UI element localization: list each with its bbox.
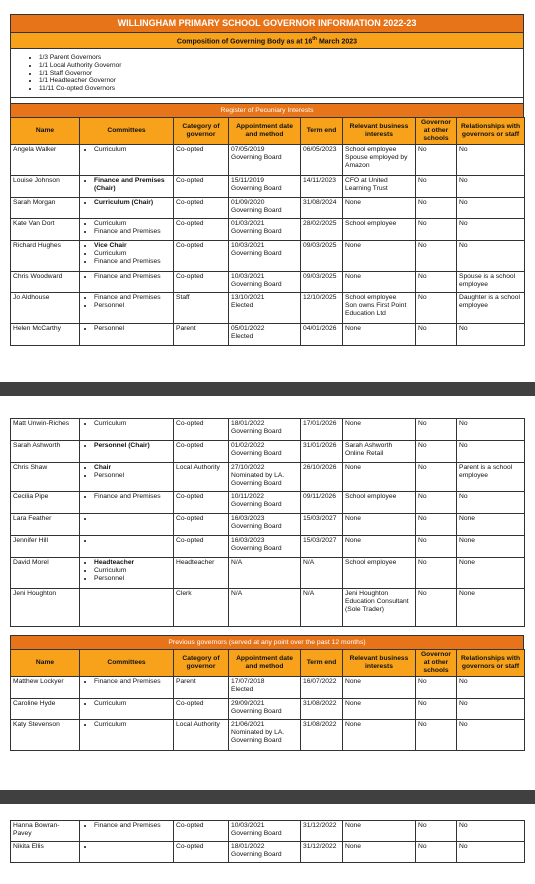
table-row <box>11 463 525 492</box>
header-term-end: Term end <box>301 118 343 145</box>
appointment-cell-line: 01/09/2020 <box>231 199 265 207</box>
other-schools-cell: No <box>416 324 457 346</box>
business-cell-line: School employee <box>345 146 397 154</box>
table-row <box>11 241 525 272</box>
committee-item: • Finance and Premises (Chair) <box>94 177 171 193</box>
category-cell: Headteacher <box>174 558 229 589</box>
governor-name: Helen McCarthy <box>11 324 80 346</box>
category-cell: Staff <box>174 293 229 324</box>
category-cell: Co-opted <box>174 699 229 720</box>
business-cell <box>343 145 416 176</box>
table-row <box>11 842 525 863</box>
table-row <box>11 441 525 463</box>
governor-name: Sarah Morgan <box>11 198 80 219</box>
appointment-cell-line: 18/01/2022 <box>231 420 265 427</box>
relationships-cell: No <box>457 492 525 514</box>
register-table-page2 <box>10 418 525 627</box>
appointment-cell-line: 16/03/2023 <box>231 515 265 522</box>
header-relationships: Relationships with governors or staff <box>457 118 525 145</box>
appointment-cell-line: 10/03/2021 <box>231 822 265 829</box>
other-schools-cell: No <box>416 176 457 198</box>
category-cell: Clerk <box>174 589 229 627</box>
appointment-cell-line: 15/11/2019 <box>231 177 264 185</box>
committees-cell <box>80 272 174 293</box>
appointment-cell-line: 13/10/2021 <box>231 294 265 302</box>
appointment-cell-line: Governing Board <box>231 523 282 530</box>
relationships-cell: No <box>457 198 525 219</box>
committee-item: • Personnel <box>94 325 171 333</box>
appointment-cell-line: 05/01/2022 <box>231 325 265 333</box>
category-cell: Co-opted <box>174 842 229 863</box>
business-cell: None <box>343 324 416 346</box>
appointment-cell-line: Governing Board <box>231 154 282 162</box>
header-name: Name <box>11 118 80 145</box>
composition-heading: Composition of Governing Body as at 16th March 2023 <box>10 33 524 49</box>
table-row <box>11 219 525 241</box>
governor-name: Matt Unwin-Riches <box>11 419 80 441</box>
composition-list <box>10 49 524 98</box>
business-cell-line: Spouse employed by Amazon <box>345 154 408 170</box>
governor-name: Jeni Houghton <box>11 589 80 627</box>
business-cell <box>343 293 416 324</box>
appointment-cell-line: Governing Board <box>231 545 282 552</box>
appointment-cell <box>229 492 301 514</box>
category-cell: Co-opted <box>174 419 229 441</box>
category-cell: Co-opted <box>174 176 229 198</box>
other-schools-cell: No <box>416 441 457 463</box>
business-cell: CFO at United Learning Trust <box>343 176 416 198</box>
business-cell: None <box>343 677 416 699</box>
category-cell: Parent <box>174 324 229 346</box>
committees-cell <box>80 463 174 492</box>
relationships-cell: No <box>457 441 525 463</box>
composition-item: • 11/11 Co-opted Governors <box>39 85 523 93</box>
page-2 <box>10 418 524 751</box>
appointment-cell-line: 10/03/2021 <box>231 242 265 250</box>
previous-heading: Previous governors (served at any point over the past 12 months) <box>10 635 524 649</box>
committees-cell <box>80 677 174 699</box>
appointment-cell-line: Governing Board <box>231 830 282 837</box>
table-row <box>11 514 525 536</box>
other-schools-cell: No <box>416 219 457 241</box>
term-end-cell: 17/01/2026 <box>301 419 343 441</box>
term-end-cell: N/A <box>301 558 343 589</box>
relationships-cell: None <box>457 514 525 536</box>
governor-name: Louise Johnson <box>11 176 80 198</box>
term-end-cell: 16/07/2022 <box>301 677 343 699</box>
business-cell: None <box>343 536 416 558</box>
committees-cell <box>80 558 174 589</box>
appointment-cell-line: Governing Board <box>231 480 282 487</box>
business-cell: None <box>343 241 416 272</box>
header-business: Relevant business interests <box>343 118 416 145</box>
business-cell: None <box>343 842 416 863</box>
appointment-cell <box>229 441 301 463</box>
appointment-cell <box>229 514 301 536</box>
term-end-cell: 31/12/2022 <box>301 842 343 863</box>
category-cell: Co-opted <box>174 514 229 536</box>
governor-name: Kate Van Dort <box>11 219 80 241</box>
header-term-end: Term end <box>301 650 343 677</box>
header-relationships: Relationships with governors or staff <box>457 650 525 677</box>
category-cell: Parent <box>174 677 229 699</box>
committees-cell <box>80 699 174 720</box>
committees-cell <box>80 145 174 176</box>
register-table-page1 <box>10 117 525 346</box>
business-cell: None <box>343 419 416 441</box>
other-schools-cell: No <box>416 145 457 176</box>
appointment-cell-line: Governing Board <box>231 737 282 744</box>
committees-cell <box>80 720 174 751</box>
page-1 <box>10 14 524 346</box>
header-other-schools: Governor at other schools <box>416 118 457 145</box>
committee-item: • Personnel <box>94 472 171 480</box>
other-schools-cell: No <box>416 589 457 627</box>
appointment-cell <box>229 176 301 198</box>
composition-item: • 1/1 Staff Governor <box>39 70 523 78</box>
table-row <box>11 699 525 720</box>
business-cell-line: School employee <box>345 294 397 302</box>
relationships-cell: No <box>457 419 525 441</box>
committee-item: • Finance and Premises <box>94 228 171 236</box>
appointment-cell-line: Nominated by LA. <box>231 729 285 736</box>
appointment-cell-line: Governing Board <box>231 250 282 258</box>
appointment-cell-line: Nominated by LA. <box>231 472 285 479</box>
business-cell: None <box>343 272 416 293</box>
table-row <box>11 419 525 441</box>
business-cell: School employee <box>343 219 416 241</box>
governor-name: David Morel <box>11 558 80 589</box>
term-end-cell: 06/05/2023 <box>301 145 343 176</box>
appointment-cell <box>229 145 301 176</box>
relationships-cell: No <box>457 821 525 842</box>
other-schools-cell: No <box>416 293 457 324</box>
category-cell: Co-opted <box>174 219 229 241</box>
relationships-cell: Daughter is a school employee <box>457 293 525 324</box>
other-schools-cell: No <box>416 514 457 536</box>
committee-item: • Finance and Premises <box>94 678 171 686</box>
governor-name: Chris Shaw <box>11 463 80 492</box>
committee-item: • Curriculum <box>94 567 171 575</box>
relationships-cell: None <box>457 558 525 589</box>
appointment-cell <box>229 272 301 293</box>
category-cell: Co-opted <box>174 441 229 463</box>
term-end-cell: 09/03/2025 <box>301 241 343 272</box>
previous-table-page2 <box>10 649 525 751</box>
appointment-cell-line: Elected <box>231 686 254 693</box>
governor-name: Hanna Bowran-Pavey <box>11 821 80 842</box>
relationships-cell: No <box>457 677 525 699</box>
other-schools-cell: No <box>416 198 457 219</box>
business-cell: School employee <box>343 492 416 514</box>
governor-name: Chris Woodward <box>11 272 80 293</box>
page-3 <box>10 820 524 863</box>
appointment-cell-line: Governing Board <box>231 185 282 193</box>
appointment-cell <box>229 324 301 346</box>
appointment-cell <box>229 198 301 219</box>
header-name: Name <box>11 650 80 677</box>
governor-name: Nikita Ellis <box>11 842 80 863</box>
table-row <box>11 272 525 293</box>
relationships-cell: No <box>457 241 525 272</box>
business-cell: School employee <box>343 558 416 589</box>
appointment-cell-line: 17/07/2018 <box>231 678 265 685</box>
other-schools-cell: No <box>416 241 457 272</box>
business-cell: None <box>343 463 416 492</box>
business-cell: None <box>343 198 416 219</box>
table-row <box>11 558 525 589</box>
committees-cell <box>80 176 174 198</box>
committee-item: • Finance and Premises <box>94 822 171 830</box>
other-schools-cell: No <box>416 558 457 589</box>
appointment-cell-line: 10/11/2022 <box>231 493 264 500</box>
other-schools-cell: No <box>416 419 457 441</box>
term-end-cell: 31/08/2022 <box>301 720 343 751</box>
other-schools-cell: No <box>416 492 457 514</box>
appointment-cell-line: Governing Board <box>231 281 282 289</box>
appointment-cell-line: 27/10/2022 <box>231 464 265 471</box>
committees-cell <box>80 198 174 219</box>
term-end-cell: 31/08/2022 <box>301 699 343 720</box>
relationships-cell: None <box>457 589 525 627</box>
appointment-cell <box>229 842 301 863</box>
term-end-cell: 15/03/2027 <box>301 514 343 536</box>
appointment-cell-line: Governing Board <box>231 207 282 215</box>
committee-item: • Curriculum <box>94 420 171 428</box>
committee-item: • Curriculum (Chair) <box>94 199 171 207</box>
governor-name: Lara Feather <box>11 514 80 536</box>
relationships-cell: Parent is a school employee <box>457 463 525 492</box>
business-cell: None <box>343 514 416 536</box>
governor-name: Cecilia Pipe <box>11 492 80 514</box>
term-end-cell: 09/03/2025 <box>301 272 343 293</box>
header-business: Relevant business interests <box>343 650 416 677</box>
relationships-cell: No <box>457 324 525 346</box>
document-title: WILLINGHAM PRIMARY SCHOOL GOVERNOR INFORMATION 2022-23 <box>10 14 524 33</box>
other-schools-cell: No <box>416 842 457 863</box>
other-schools-cell: No <box>416 821 457 842</box>
term-end-cell: 28/02/2025 <box>301 219 343 241</box>
committee-item: • Personnel <box>94 575 171 583</box>
term-end-cell: 04/01/2026 <box>301 324 343 346</box>
appointment-cell-line: 07/05/2019 <box>231 146 265 154</box>
committee-item: • Curriculum <box>94 700 171 708</box>
composition-item: • 1/1 Headteacher Governor <box>39 77 523 85</box>
table-row <box>11 145 525 176</box>
governor-name: Richard Hughes <box>11 241 80 272</box>
business-cell: None <box>343 720 416 751</box>
committee-item <box>94 515 171 523</box>
appointment-cell <box>229 536 301 558</box>
header-category: Category of governor <box>174 118 229 145</box>
table-header-row <box>11 118 525 145</box>
business-cell: None <box>343 699 416 720</box>
appointment-cell-line: Governing Board <box>231 851 282 858</box>
term-end-cell: 31/08/2024 <box>301 198 343 219</box>
committee-item: • Personnel <box>94 302 171 310</box>
governor-name: Sarah Ashworth <box>11 441 80 463</box>
category-cell: Co-opted <box>174 241 229 272</box>
term-end-cell: 26/10/2026 <box>301 463 343 492</box>
committee-item: • Finance and Premises <box>94 258 171 266</box>
committees-cell <box>80 241 174 272</box>
committees-cell <box>80 324 174 346</box>
appointment-cell-line: 29/09/2021 <box>231 700 265 707</box>
term-end-cell: N/A <box>301 589 343 627</box>
committees-cell <box>80 219 174 241</box>
header-appointment: Appointment date and method <box>229 118 301 145</box>
relationships-cell: No <box>457 176 525 198</box>
governor-name: Jo Aldhouse <box>11 293 80 324</box>
committee-item <box>94 843 171 851</box>
committee-item: • Vice Chair <box>94 242 171 250</box>
category-cell: Local Authority <box>174 463 229 492</box>
committee-item: • Curriculum <box>94 250 171 258</box>
composition-item: • 1/1 Local Authority Governor <box>39 62 523 70</box>
appointment-cell-line: 21/06/2021 <box>231 721 265 728</box>
committee-item: • Curriculum <box>94 146 171 154</box>
page-gap-2 <box>0 790 535 804</box>
other-schools-cell: No <box>416 699 457 720</box>
header-committees: Committees <box>80 650 174 677</box>
category-cell: Co-opted <box>174 821 229 842</box>
other-schools-cell: No <box>416 463 457 492</box>
committees-cell <box>80 492 174 514</box>
appointment-cell-line: Governing Board <box>231 228 282 236</box>
relationships-cell: No <box>457 842 525 863</box>
appointment-cell <box>229 821 301 842</box>
appointment-cell-line: 01/03/2021 <box>231 220 265 228</box>
appointment-cell: N/A <box>229 589 301 627</box>
appointment-cell <box>229 419 301 441</box>
committees-cell <box>80 842 174 863</box>
appointment-cell <box>229 720 301 751</box>
governor-name: Matthew Lockyer <box>11 677 80 699</box>
term-end-cell: 12/10/2025 <box>301 293 343 324</box>
composition-item: • 1/3 Parent Governors <box>39 54 523 62</box>
other-schools-cell: No <box>416 720 457 751</box>
register-heading: Register of Pecuniary Interests <box>10 103 524 117</box>
appointment-cell-line: 01/02/2022 <box>231 442 265 449</box>
page-gap-1 <box>0 382 535 396</box>
category-cell: Co-opted <box>174 536 229 558</box>
committees-cell <box>80 536 174 558</box>
business-cell-line: Son owns First Point Education Ltd <box>345 302 407 318</box>
committee-item: • Curriculum <box>94 220 171 228</box>
appointment-cell-line: 16/03/2023 <box>231 537 265 544</box>
business-cell: Jeni Houghton Education Consultant (Sole Trader) <box>343 589 416 627</box>
table-row <box>11 536 525 558</box>
governor-name: Jennifer Hill <box>11 536 80 558</box>
header-other-schools: Governor at other schools <box>416 650 457 677</box>
appointment-cell <box>229 293 301 324</box>
previous-table-page3 <box>10 820 525 863</box>
committee-item: • Finance and Premises <box>94 294 171 302</box>
table-row <box>11 677 525 699</box>
appointment-cell: N/A <box>229 558 301 589</box>
appointment-cell <box>229 241 301 272</box>
relationships-cell: Spouse is a school employee <box>457 272 525 293</box>
category-cell: Local Authority <box>174 720 229 751</box>
other-schools-cell: No <box>416 677 457 699</box>
header-committees: Committees <box>80 118 174 145</box>
governor-name: Caroline Hyde <box>11 699 80 720</box>
committee-item <box>94 537 171 545</box>
relationships-cell: No <box>457 145 525 176</box>
category-cell: Co-opted <box>174 145 229 176</box>
table-row <box>11 176 525 198</box>
term-end-cell: 14/11/2023 <box>301 176 343 198</box>
term-end-cell: 31/12/2022 <box>301 821 343 842</box>
committees-cell <box>80 821 174 842</box>
term-end-cell: 15/03/2027 <box>301 536 343 558</box>
committees-cell <box>80 419 174 441</box>
committees-cell <box>80 589 174 627</box>
relationships-cell: No <box>457 699 525 720</box>
appointment-cell <box>229 463 301 492</box>
other-schools-cell: No <box>416 272 457 293</box>
relationships-cell: None <box>457 536 525 558</box>
appointment-cell-line: 18/01/2022 <box>231 843 265 850</box>
category-cell: Co-opted <box>174 272 229 293</box>
header-category: Category of governor <box>174 650 229 677</box>
appointment-cell-line: 10/03/2021 <box>231 273 265 281</box>
table-row <box>11 492 525 514</box>
appointment-cell <box>229 219 301 241</box>
business-cell: None <box>343 821 416 842</box>
committee-item: • Chair <box>94 464 171 472</box>
table-row <box>11 720 525 751</box>
table-row <box>11 589 525 627</box>
appointment-cell-line: Governing Board <box>231 501 282 508</box>
relationships-cell: No <box>457 720 525 751</box>
header-appointment: Appointment date and method <box>229 650 301 677</box>
relationships-cell: No <box>457 219 525 241</box>
business-cell: Sarah Ashworth Online Retail <box>343 441 416 463</box>
appointment-cell <box>229 699 301 720</box>
table-row <box>11 198 525 219</box>
governor-name: Angela Walker <box>11 145 80 176</box>
appointment-cell-line: Governing Board <box>231 708 282 715</box>
term-end-cell: 31/01/2026 <box>301 441 343 463</box>
table-row <box>11 293 525 324</box>
term-end-cell: 09/11/2026 <box>301 492 343 514</box>
appointment-cell-line: Governing Board <box>231 450 282 457</box>
committee-item: • Personnel (Chair) <box>94 442 171 450</box>
committees-cell <box>80 514 174 536</box>
committee-item: • Headteacher <box>94 559 171 567</box>
appointment-cell-line: Elected <box>231 333 254 341</box>
table-row <box>11 821 525 842</box>
other-schools-cell: No <box>416 536 457 558</box>
governor-name: Katy Stevenson <box>11 720 80 751</box>
appointment-cell <box>229 677 301 699</box>
table-header-row <box>11 650 525 677</box>
table-row <box>11 324 525 346</box>
appointment-cell-line: Elected <box>231 302 254 310</box>
committee-item: • Curriculum <box>94 721 171 729</box>
committee-item: • Finance and Premises <box>94 493 171 501</box>
committees-cell <box>80 441 174 463</box>
category-cell: Co-opted <box>174 198 229 219</box>
category-cell: Co-opted <box>174 492 229 514</box>
committees-cell <box>80 293 174 324</box>
appointment-cell-line: Governing Board <box>231 428 282 435</box>
committee-item: • Finance and Premises <box>94 273 171 281</box>
